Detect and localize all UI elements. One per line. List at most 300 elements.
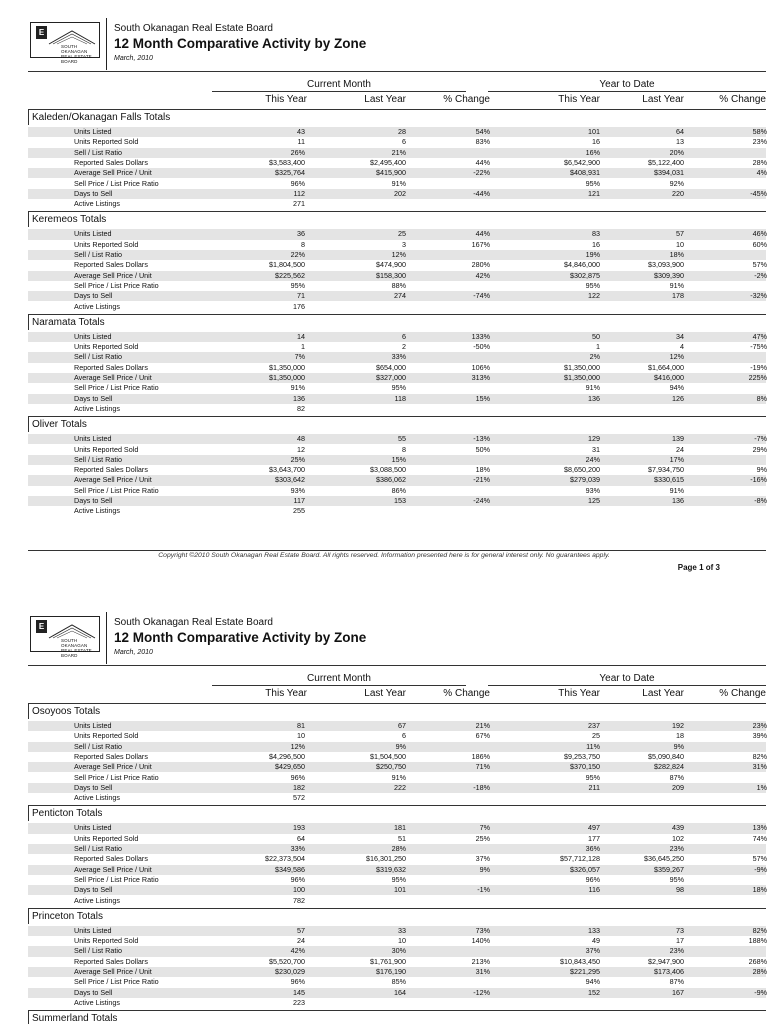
metric-label: Active Listings <box>74 997 120 1007</box>
table-row <box>28 445 766 455</box>
metric-label: Sell / List Ratio <box>74 741 122 751</box>
metric-value: 95% <box>585 280 600 290</box>
metric-label: Units Listed <box>74 331 112 341</box>
metric-value: 82 <box>297 403 305 413</box>
footer-rule <box>28 550 766 551</box>
metric-value: 28% <box>752 157 767 167</box>
metric-value: $5,090,840 <box>648 751 684 761</box>
metric-label: Units Reported Sold <box>74 137 139 147</box>
metric-value: $221,295 <box>570 967 600 976</box>
metric-value: 28 <box>398 127 406 136</box>
metric-label: Units Listed <box>74 925 112 935</box>
organization-name: South Okanagan Real Estate Board <box>114 617 273 628</box>
metric-value: 153 <box>394 496 406 505</box>
metric-value: 136 <box>588 393 600 403</box>
metric-value: 164 <box>394 987 406 997</box>
metric-value: 14 <box>297 331 305 341</box>
metric-value: 2 <box>402 342 406 352</box>
table-row <box>28 455 766 465</box>
metric-value: $1,804,500 <box>269 260 305 270</box>
metric-value: 101 <box>394 885 406 895</box>
metric-value: 95% <box>290 280 305 290</box>
metric-value: 1% <box>756 782 767 792</box>
metric-label: Active Listings <box>74 895 120 905</box>
metric-value: 2% <box>589 352 600 362</box>
metric-value: 213% <box>471 956 490 966</box>
metric-value: 28% <box>391 844 406 853</box>
metric-value: $2,947,900 <box>648 956 684 966</box>
metric-value: $474,900 <box>376 260 406 270</box>
metric-value: -9% <box>754 864 767 874</box>
metric-value: 125 <box>588 496 600 505</box>
zone-header: Summerland Totals <box>28 1010 766 1024</box>
metric-value: 202 <box>394 188 406 198</box>
column-header: Last Year <box>364 94 406 105</box>
table-row <box>28 260 766 270</box>
header-divider <box>106 612 107 664</box>
column-header: This Year <box>558 688 600 699</box>
metric-value: 95% <box>669 874 684 884</box>
metric-value: 6 <box>402 331 406 341</box>
metric-value: $173,406 <box>654 967 684 976</box>
logo-text-line: SOUTH OKANAGAN <box>61 44 88 54</box>
metric-value: 497 <box>588 823 600 833</box>
metric-value: 16 <box>592 239 600 249</box>
metric-value: 16 <box>592 137 600 147</box>
metric-value: 122 <box>588 291 600 301</box>
metric-value: 182 <box>293 782 305 792</box>
metric-value: 209 <box>672 782 684 792</box>
metric-value: 88% <box>391 280 406 290</box>
metric-value: 18% <box>669 250 684 259</box>
table-row <box>28 773 766 783</box>
table-row <box>28 721 766 731</box>
metric-label: Reported Sales Dollars <box>74 157 148 167</box>
zone-header: Osoyoos Totals <box>28 703 766 719</box>
metric-value: -13% <box>473 434 490 444</box>
metric-value: 71 <box>297 291 305 301</box>
table-row <box>28 199 766 209</box>
metric-value: $225,562 <box>275 270 305 280</box>
metric-value: 95% <box>391 383 406 393</box>
metric-label: Sell Price / List Price Ratio <box>74 874 159 884</box>
metric-value: 87% <box>669 977 684 987</box>
metric-value: $349,586 <box>275 864 305 874</box>
metric-value: $3,088,500 <box>370 465 406 475</box>
report-title: 12 Month Comparative Activity by Zone <box>114 36 367 51</box>
metric-value: 31 <box>592 444 600 454</box>
metric-value: 98 <box>676 885 684 895</box>
metric-value: $370,150 <box>570 762 600 772</box>
logo-text <box>61 44 99 64</box>
metric-value: 96% <box>290 772 305 782</box>
metric-value: $282,824 <box>654 762 684 772</box>
table-row <box>28 291 766 301</box>
metric-label: Units Reported Sold <box>74 342 139 352</box>
metric-value: $4,846,000 <box>564 260 600 270</box>
metric-value: 782 <box>293 895 305 905</box>
metric-value: 133 <box>588 925 600 935</box>
metric-label: Sell / List Ratio <box>74 147 122 157</box>
metric-value: $36,645,250 <box>644 854 684 864</box>
metric-value: $5,520,700 <box>269 956 305 966</box>
metric-label: Reported Sales Dollars <box>74 260 148 270</box>
metric-value: 82% <box>752 925 767 935</box>
report-page <box>0 594 768 1024</box>
metric-label: Active Listings <box>74 793 120 803</box>
logo-text-line: SOUTH OKANAGAN <box>61 638 88 648</box>
table-row <box>28 793 766 803</box>
metric-value: 54% <box>475 127 490 136</box>
metric-label: Sell / List Ratio <box>74 946 122 956</box>
metric-value: 57 <box>297 925 305 935</box>
metric-value: 73 <box>676 925 684 935</box>
metric-value: 188% <box>748 936 767 946</box>
metric-value: 177 <box>588 833 600 843</box>
metric-value: 8 <box>301 239 305 249</box>
table-row <box>28 957 766 967</box>
metric-value: 6 <box>402 731 406 741</box>
metric-value: 106% <box>471 362 490 372</box>
current-month-group-rule <box>212 91 466 92</box>
metric-label: Active Listings <box>74 199 120 209</box>
table-row <box>28 783 766 793</box>
metric-value: $1,504,500 <box>370 751 406 761</box>
metric-value: $1,664,000 <box>648 362 684 372</box>
metric-value: -24% <box>473 496 490 505</box>
metric-value: $1,350,000 <box>269 373 305 382</box>
metric-label: Units Reported Sold <box>74 833 139 843</box>
metric-value: 95% <box>585 772 600 782</box>
metric-label: Active Listings <box>74 301 120 311</box>
metric-value: 96% <box>290 874 305 884</box>
metric-value: 9% <box>756 465 767 475</box>
metric-value: 96% <box>290 977 305 987</box>
metric-value: 28% <box>752 967 767 976</box>
metric-label: Average Sell Price / Unit <box>74 373 152 382</box>
metric-value: $57,712,128 <box>560 854 600 864</box>
metric-value: 44% <box>475 157 490 167</box>
metric-value: 83% <box>475 137 490 147</box>
metric-value: 21% <box>475 721 490 730</box>
metric-value: 140% <box>471 936 490 946</box>
current-month-group-header: Current Month <box>307 79 371 90</box>
metric-label: Units Reported Sold <box>74 731 139 741</box>
metric-value: 47% <box>752 331 767 341</box>
metric-value: 6 <box>402 137 406 147</box>
metric-value: $2,495,400 <box>370 157 406 167</box>
metric-value: 44% <box>475 229 490 239</box>
house-roof-icon <box>47 623 97 639</box>
metric-label: Units Listed <box>74 127 112 136</box>
metric-value: $3,583,400 <box>269 157 305 167</box>
year-to-date-group-rule <box>488 685 766 686</box>
metric-value: 74% <box>752 833 767 843</box>
metric-value: 274 <box>394 291 406 301</box>
metric-label: Units Listed <box>74 434 112 444</box>
metric-value: 86% <box>391 485 406 495</box>
metric-value: -74% <box>473 291 490 301</box>
metric-label: Sell Price / List Price Ratio <box>74 280 159 290</box>
board-logo <box>30 22 100 64</box>
metric-value: 30% <box>391 946 406 956</box>
metric-label: Sell Price / List Price Ratio <box>74 977 159 987</box>
metric-value: 8% <box>756 393 767 403</box>
report-title: 12 Month Comparative Activity by Zone <box>114 630 367 645</box>
column-header: Last Year <box>364 688 406 699</box>
metric-value: $279,039 <box>570 475 600 485</box>
metric-label: Reported Sales Dollars <box>74 854 148 864</box>
metric-value: 3 <box>402 239 406 249</box>
metric-value: 92% <box>669 178 684 188</box>
column-header: Last Year <box>642 94 684 105</box>
metric-value: 133% <box>471 331 490 341</box>
metric-value: 9% <box>395 741 406 751</box>
metric-label: Sell Price / List Price Ratio <box>74 178 159 188</box>
metric-value: $415,900 <box>376 168 406 178</box>
table-row <box>28 342 766 352</box>
metric-label: Average Sell Price / Unit <box>74 864 152 874</box>
metric-value: $4,296,500 <box>269 751 305 761</box>
metric-value: 96% <box>585 874 600 884</box>
metric-value: 42% <box>290 946 305 956</box>
metric-value: $7,934,750 <box>648 465 684 475</box>
metric-value: 57 <box>676 229 684 239</box>
metric-value: 87% <box>669 772 684 782</box>
metric-value: -16% <box>750 475 767 485</box>
metric-value: 58% <box>752 127 767 136</box>
table-row <box>28 936 766 946</box>
table-row <box>28 229 766 239</box>
metric-value: -7% <box>754 434 767 444</box>
metric-value: 24% <box>585 454 600 464</box>
metric-value: 225% <box>748 373 767 382</box>
metric-value: 237 <box>588 721 600 730</box>
metric-value: $326,057 <box>570 864 600 874</box>
metric-value: 13% <box>752 823 767 833</box>
table-row <box>28 394 766 404</box>
year-to-date-group-rule <box>488 91 766 92</box>
metric-value: 34 <box>676 331 684 341</box>
metric-label: Days to Sell <box>74 188 113 198</box>
table-row <box>28 998 766 1008</box>
table-row <box>28 496 766 506</box>
metric-value: -1% <box>477 885 490 895</box>
metric-value: 192 <box>672 721 684 730</box>
metric-value: 10 <box>297 731 305 741</box>
metric-value: $176,190 <box>376 967 406 976</box>
logo-text-line: REAL ESTATE BOARD <box>61 648 92 658</box>
metric-value: 186% <box>471 751 490 761</box>
metric-value: 91% <box>669 485 684 495</box>
metric-value: 178 <box>672 291 684 301</box>
metric-value: 67 <box>398 721 406 730</box>
metric-value: 71% <box>475 762 490 772</box>
table-row <box>28 352 766 362</box>
metric-value: 167% <box>471 239 490 249</box>
house-roof-icon <box>47 29 97 45</box>
metric-value: 136 <box>293 393 305 403</box>
metric-label: Average Sell Price / Unit <box>74 762 152 772</box>
metric-value: 17% <box>669 454 684 464</box>
metric-value: 60% <box>752 239 767 249</box>
metric-value: 55 <box>398 434 406 444</box>
metric-value: 223 <box>293 997 305 1007</box>
metric-value: 12 <box>297 444 305 454</box>
metric-label: Days to Sell <box>74 496 113 505</box>
logo-text-line: REAL ESTATE BOARD <box>61 54 92 64</box>
metric-value: -44% <box>473 188 490 198</box>
metric-value: 12% <box>290 741 305 751</box>
table-row <box>28 332 766 342</box>
metric-value: 222 <box>394 782 406 792</box>
table-row <box>28 731 766 741</box>
header-divider <box>106 18 107 70</box>
metric-value: 83 <box>592 229 600 239</box>
table-row <box>28 506 766 516</box>
metric-value: -19% <box>750 362 767 372</box>
header-rule <box>28 665 766 666</box>
metric-value: 4% <box>756 168 767 178</box>
column-header: This Year <box>265 94 307 105</box>
metric-value: $8,650,200 <box>564 465 600 475</box>
metric-value: $1,761,900 <box>370 956 406 966</box>
metric-label: Sell / List Ratio <box>74 352 122 362</box>
metric-value: -8% <box>754 496 767 505</box>
column-header: This Year <box>265 688 307 699</box>
metric-label: Sell Price / List Price Ratio <box>74 485 159 495</box>
table-row <box>28 865 766 875</box>
metric-value: 271 <box>293 199 305 209</box>
metric-value: 85% <box>391 977 406 987</box>
zone-header: Princeton Totals <box>28 908 766 924</box>
metric-value: $359,267 <box>654 864 684 874</box>
metric-value: 25% <box>290 454 305 464</box>
table-row <box>28 967 766 977</box>
metric-value: $3,643,700 <box>269 465 305 475</box>
metric-label: Days to Sell <box>74 782 113 792</box>
metric-value: $3,093,900 <box>648 260 684 270</box>
zone-header: Oliver Totals <box>28 416 766 432</box>
column-header: % Change <box>719 94 766 105</box>
metric-value: 181 <box>394 823 406 833</box>
table-row <box>28 404 766 414</box>
metric-value: 211 <box>588 782 600 792</box>
table-row <box>28 189 766 199</box>
table-row <box>28 988 766 998</box>
metric-value: 33% <box>290 844 305 853</box>
table-row <box>28 762 766 772</box>
metric-value: 22% <box>290 250 305 259</box>
metric-value: -9% <box>754 987 767 997</box>
current-month-group-rule <box>212 685 466 686</box>
table-row <box>28 946 766 956</box>
metric-value: $250,750 <box>376 762 406 772</box>
metric-value: 10 <box>398 936 406 946</box>
table-row <box>28 127 766 137</box>
metric-value: -75% <box>750 342 767 352</box>
metric-value: 11 <box>297 137 305 147</box>
metric-value: 29% <box>752 444 767 454</box>
metric-label: Days to Sell <box>74 393 113 403</box>
table-row <box>28 896 766 906</box>
metric-value: 94% <box>669 383 684 393</box>
table-row <box>28 834 766 844</box>
page-number: Page 1 of 3 <box>677 563 720 572</box>
year-to-date-group-header: Year to Date <box>599 673 655 684</box>
metric-value: 25 <box>398 229 406 239</box>
column-header: % Change <box>719 688 766 699</box>
table-row <box>28 742 766 752</box>
metric-value: -32% <box>750 291 767 301</box>
metric-value: 46% <box>752 229 767 239</box>
metric-value: 16% <box>585 147 600 157</box>
metric-value: 572 <box>293 793 305 803</box>
metric-value: 91% <box>391 772 406 782</box>
metric-value: 167 <box>672 987 684 997</box>
year-to-date-group-header: Year to Date <box>599 79 655 90</box>
table-row <box>28 977 766 987</box>
report-date: March, 2010 <box>114 55 153 62</box>
metric-value: 81 <box>297 721 305 730</box>
table-row <box>28 271 766 281</box>
metric-value: 19% <box>585 250 600 259</box>
metric-label: Days to Sell <box>74 987 113 997</box>
metric-value: 33 <box>398 925 406 935</box>
table-row <box>28 137 766 147</box>
column-header: % Change <box>443 688 490 699</box>
metric-label: Sell / List Ratio <box>74 844 122 853</box>
metric-value: 10 <box>676 239 684 249</box>
table-row <box>28 926 766 936</box>
metric-value: $327,000 <box>376 373 406 382</box>
metric-value: 9% <box>673 741 684 751</box>
metric-value: 23% <box>752 137 767 147</box>
table-row <box>28 434 766 444</box>
metric-value: 51 <box>398 833 406 843</box>
metric-value: 21% <box>391 147 406 157</box>
metric-value: 15% <box>391 454 406 464</box>
metric-value: 91% <box>290 383 305 393</box>
metric-value: 139 <box>672 434 684 444</box>
metric-value: 255 <box>293 506 305 516</box>
table-row <box>28 486 766 496</box>
table-row <box>28 465 766 475</box>
metric-value: 193 <box>293 823 305 833</box>
metric-label: Units Reported Sold <box>74 444 139 454</box>
metric-value: $429,650 <box>275 762 305 772</box>
metric-label: Units Listed <box>74 823 112 833</box>
metric-value: 23% <box>669 844 684 853</box>
table-row <box>28 281 766 291</box>
metric-value: 176 <box>293 301 305 311</box>
metric-value: 43 <box>297 127 305 136</box>
metric-label: Days to Sell <box>74 291 113 301</box>
table-row <box>28 179 766 189</box>
metric-label: Sell / List Ratio <box>74 250 122 259</box>
metric-label: Active Listings <box>74 506 120 516</box>
metric-value: 36% <box>585 844 600 853</box>
metric-value: 95% <box>391 874 406 884</box>
current-month-group-header: Current Month <box>307 673 371 684</box>
metric-value: 95% <box>585 178 600 188</box>
metric-label: Units Reported Sold <box>74 936 139 946</box>
metric-label: Units Listed <box>74 229 112 239</box>
metric-value: 23% <box>752 721 767 730</box>
table-row <box>28 302 766 312</box>
metric-label: Sell Price / List Price Ratio <box>74 383 159 393</box>
metric-value: 91% <box>669 280 684 290</box>
